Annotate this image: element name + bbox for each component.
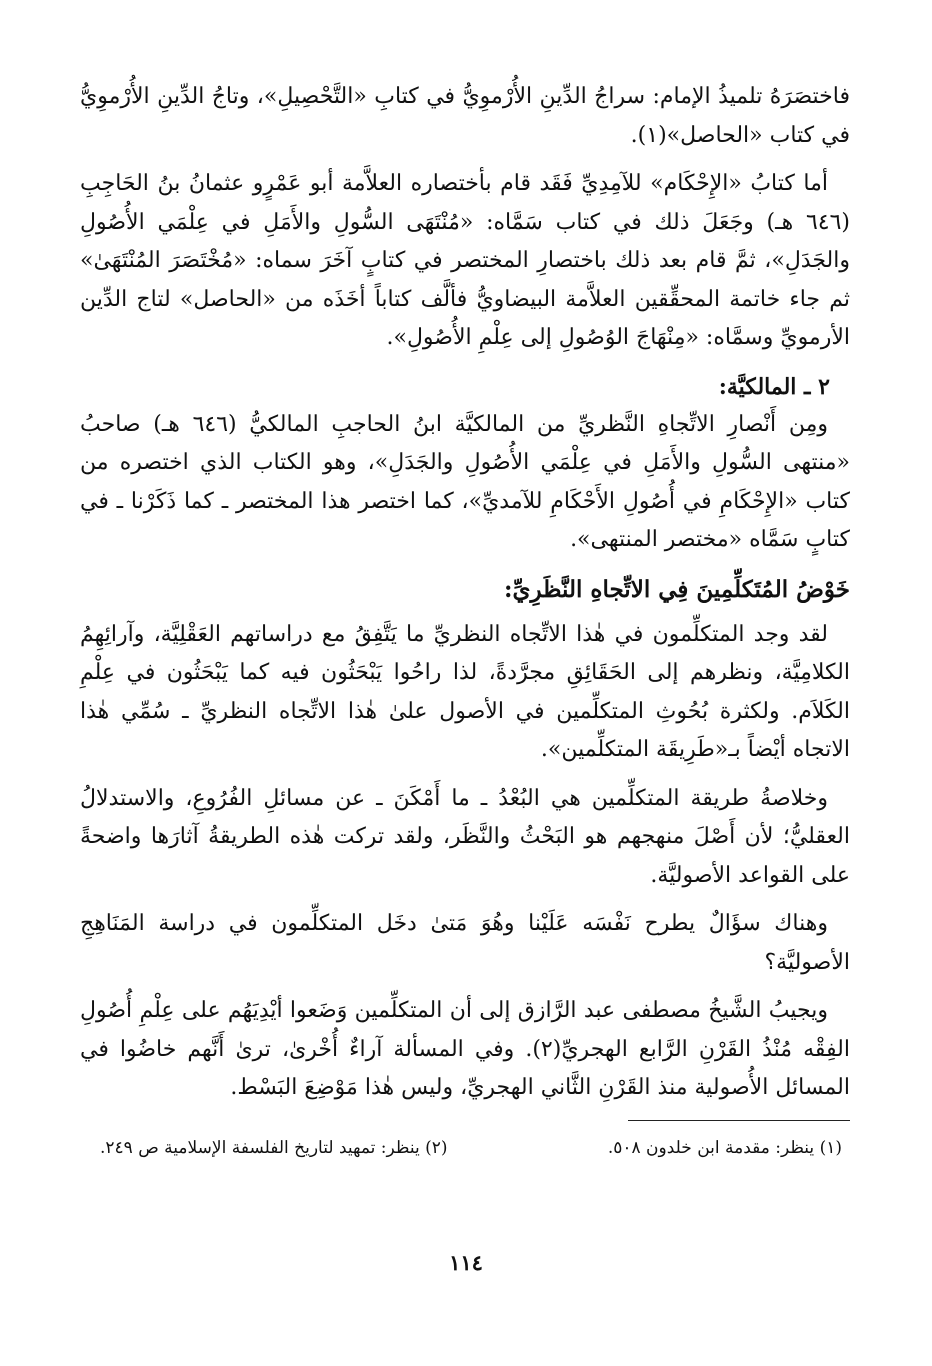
section-heading: خَوْضُ المُتَكلِّمِينَ فِي الاتِّجاهِ النَّظَرِيِّ: [504,575,850,603]
footnote-divider [628,1120,850,1121]
footnote-1: (١) ينظر: مقدمة ابن خلدون ٥٠٨. [607,1137,842,1158]
page-number: ١١٤ [449,1250,483,1275]
footnotes [80,1135,850,1161]
paragraph-3: ومِن أَنْصارِ الاتِّجاهِ النَّظريِّ من المالكيَّة ابنُ الحاجبِ المالكيُّ (٦٤٦ هـ) صاحبُ «منتهى السُّولِ والأَمَلِ في عِلْمَي الأُصُولِ والجَدَلِ»، وهو الكتاب الذي اختصره من كتاب «الإِحْكَامِ في أُصُولِ الأَحْكَامِ للآمديِّ»، كما اختصر هذا المختصر ـ كما ذَكَرْنا ـ في كتابٍ سَمَّاه «مختصر المنتهى». [80,411,850,552]
paragraph-7: ويجيبُ الشَّيخُ مصطفى عبد الرَّازق إلى أن المتكلِّمين وَضَعوا أيْدِيَهُم على عِلْمِ أُصُولِ الفِقْه مُنْذُ القَرْنِ الرَّابع الهجريِّ(٢). وفي المسألة آراءٌ أُخْرىٰ، ترىٰ أَنَّهم خاضُوا في المسائل الأُصولية منذ القَرْنِ الثَّاني الهجريِّ، وليس هٰذا مَوْضِعَ البَسْط. [80,998,850,1100]
subsection-heading: ٢ ـ المالكيَّة: [718,373,830,400]
paragraph-6: وهناك سؤَالٌ يطرح نَفْسَه عَلَيْنا وهُوَ مَتىٰ دخَل المتكلِّمون في دراسة المَنَاهِجِ الأصوليَّة؟ [80,911,850,975]
paragraph-4: لقد وجد المتكلِّمون في هٰذا الاتِّجاه النظريِّ ما يَتَّفِقُ مع دراساتهم العَقْلِيَّة، وآرائِهِمُ الكلامِيَّة، ونظرهم إلى الحَقَائِقِ مجرَّدةً، لذا راحُوا يَبْحَثُون فيه كما يَبْحَثُون في عِلْمِ الكَلاَم. ولكثرة بُحُوثِ المتكلِّمين في الأصول علىٰ هٰذا الاتِّجاه النظريِّ ـ سُمِّي هٰذا الاتجاه أيْضاً بـ«طَرِيقَة المتكلِّمين». [80,621,850,762]
paragraph-1: فاختصَرَهُ تلميذُ الإمام: سراجُ الدِّينِ الأُرْموِيُّ في كتابِ «التَّحْصِيلِ»، وتاجُ الدِّينِ الأُرْموِيُّ في كتاب «الحاصل»(١). [80,84,850,148]
footnote-2: (٢) ينظر: تمهيد لتاريخ الفلسفة الإسلامية ص ٢٤٩. [100,1137,448,1158]
paragraph-5: وخلاصةُ طريقة المتكلِّمين هي البُعْدُ ـ ما أَمْكَنَ ـ عن مسائلِ الفُرُوعِ، والاستدلالُ العقليُّ؛ لأن أَصْلَ منهجهم هو البَحْثُ والنَّظَر، ولقد تركت هٰذه الطريقةُ آثارَها واضحةً على القواعد الأصوليَّة. [80,785,850,888]
paragraph-2: أما كتابُ «الإِحْكَام» للآمِدِيِّ فَقَد قام بأختصاره العلاَّمة أبو عَمْرٍو عثمانُ بنُ الحَاجِبِ (٦٤٦ هـ) وجَعَلَ ذلك في كتاب سَمَّاه: «مُنْتَهَى السُّولِ والأَمَلِ في عِلْمَي الأُصُولِ والجَدَلِ»، ثمَّ قام بعد ذلك باختصارِ المختصر في كتابٍ آخَرَ سماه: «مُخْتَصَرَ المُنْتَهَىٰ» ثم جاء خاتمة المحقِّقين العلاَّمة البيضاويُّ فألَّف كتاباً أخَذَه من «الحاصل» لتاج الدِّين الأرمويِّ وسمَّاه: «مِنْهَاجَ الوُصُولِ إلى عِلْمِ الأُصُولِ». [80,171,850,350]
